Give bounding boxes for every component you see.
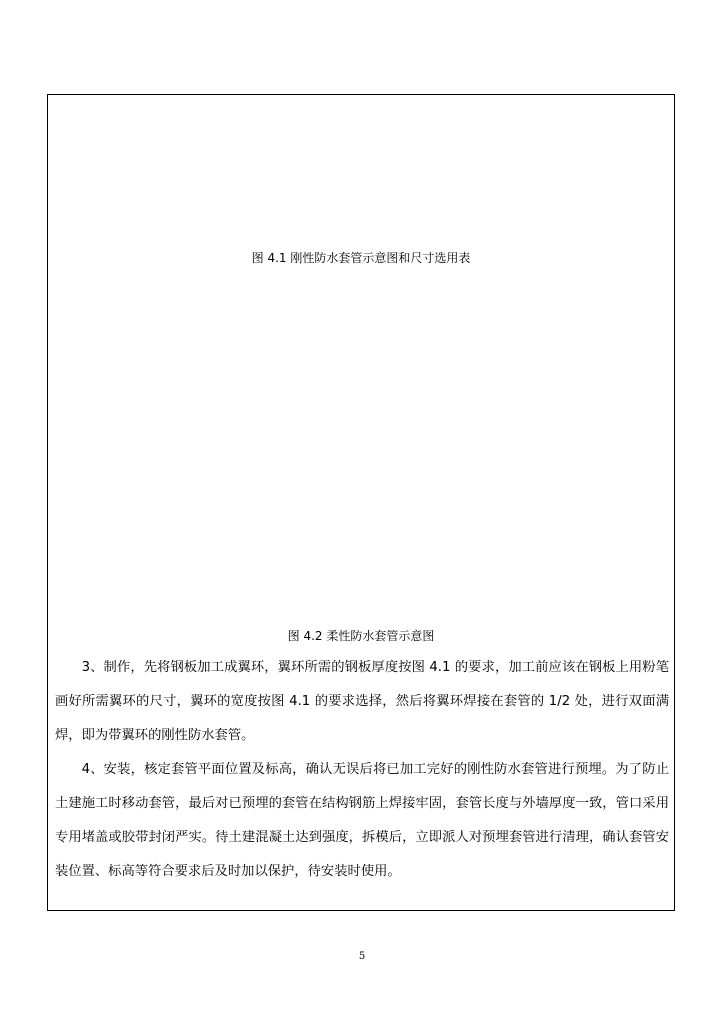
paragraph-installation: 4、安装，核定套管平面位置及标高，确认无误后将已加工完好的刚性防水套管进行预埋。为了防止土建施工时移动套管，最后对已预埋的套管在结构钢筋上焊接牢固，套管长度与外墙厚度一致，管口采用专用堵盖或胶带封闭严实。待土建混凝土达到强度，拆模后，立即派人对预埋套管进行清理，确认套管安装位置、标高等符合要求后及时加以保护，待安装时使用。: [55, 762, 669, 879]
figure-4-1-caption: 图 4.1 刚性防水套管示意图和尺寸选用表: [251, 251, 471, 265]
figure-4-2-caption: 图 4.2 柔性防水套管示意图: [287, 629, 435, 643]
content-frame: [47, 94, 675, 911]
body-text: [55, 651, 669, 889]
page-number: 5: [358, 951, 366, 962]
paragraph-fabrication: 3、制作，先将钢板加工成翼环，翼环所需的钢板厚度按图 4.1 的要求，加工前应该在钢板上用粉笔画好所需翼环的尺寸，翼环的宽度按图 4.1 的要求选择，然后将翼环焊接在套管的 1/2 处，进行双面满焊，即为带翼环的刚性防水套管。: [55, 660, 669, 743]
